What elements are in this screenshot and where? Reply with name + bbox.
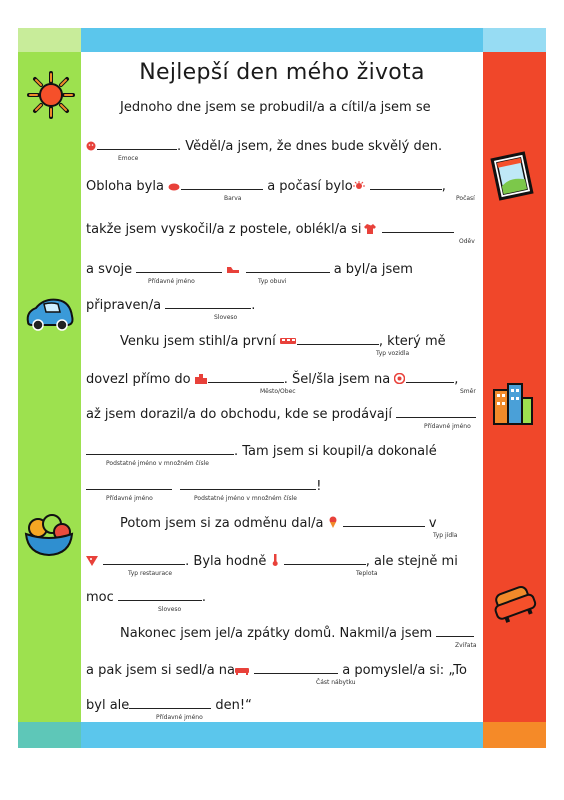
smiley-icon (86, 140, 96, 155)
blank-plural-noun[interactable] (180, 479, 316, 490)
hint-label: Oděv (459, 238, 475, 245)
story-line-11: ! (86, 479, 321, 494)
hint-label: Část nábytku (316, 679, 356, 686)
sofa-icon (490, 582, 538, 628)
story-line-16: a pak jsem si sedl/a na a pomyslel/a si: „To (86, 663, 467, 678)
hint-label: Přídavné jméno (106, 495, 153, 502)
story-line-12: Potom jsem si za odměnu dal/a v (120, 516, 437, 531)
shirt-icon (364, 223, 376, 238)
compass-icon (394, 373, 405, 388)
paint-icon (168, 180, 180, 195)
story-line-2: . Věděl/a jsem, že dnes bude skvělý den. (86, 139, 442, 155)
story-line-9: až jsem dorazil/a do obchodu, kde se prodávají (86, 407, 476, 422)
blank-adjective[interactable] (86, 479, 172, 490)
blank-vehicle[interactable] (297, 334, 379, 345)
window-icon (490, 150, 534, 206)
fruit-bowl-icon (22, 512, 76, 562)
hint-label: Směr (460, 388, 476, 395)
hint-label: Typ restaurace (128, 570, 173, 577)
hint-label: Město/Obec (260, 388, 296, 395)
story-line-14: moc . (86, 590, 207, 605)
story-line-1: Jednoho dne jsem se probudil/a a cítil/a jsem se (120, 100, 431, 115)
ice-cream-icon (328, 516, 338, 532)
story-line-8: dovezl přímo do . Šel/šla jsem na , (86, 372, 459, 387)
blank-emotion[interactable] (97, 139, 177, 150)
blank-food[interactable] (343, 516, 425, 527)
hint-label: Podstatné jméno v množném čísle (194, 495, 297, 502)
frame-bottom-right (483, 722, 546, 748)
story-line-3: Obloha byla a počasí bylo , (86, 179, 446, 194)
pizza-icon (86, 555, 98, 570)
story-line-17: byl ale den!“ (86, 698, 252, 713)
frame-bottom-left (18, 722, 81, 748)
blank-adjective[interactable] (129, 698, 211, 709)
hint-label: Podstatné jméno v množném čísle (106, 460, 209, 467)
blank-adjective[interactable] (136, 262, 222, 273)
blank-color[interactable] (181, 179, 263, 190)
frame-top-right (483, 28, 546, 52)
story-line-5: a svoje a byl/a jsem (86, 262, 413, 277)
hint-label: Přídavné jméno (148, 278, 195, 285)
blank-furniture[interactable] (254, 663, 338, 674)
blank-direction[interactable] (406, 372, 454, 383)
hint-label: Přídavné jméno (424, 423, 471, 430)
story-line-13: . Byla hodně , ale stejně mi (86, 554, 458, 570)
blank-adjective[interactable] (396, 407, 476, 418)
frame-top (81, 28, 483, 52)
story-line-4: takže jsem vyskočil/a z postele, oblékl/a si (86, 222, 454, 238)
hint-label: Sloveso (158, 606, 182, 613)
shoe-icon (226, 263, 240, 278)
hint-label: Přídavné jméno (156, 714, 203, 721)
blank-shoe-type[interactable] (246, 262, 330, 273)
hint-label: Teplota (356, 570, 378, 577)
thermometer-icon (271, 554, 279, 570)
city-icon (195, 373, 207, 388)
hint-label: Počasí (456, 195, 475, 202)
blank-weather[interactable] (370, 179, 442, 190)
bus-icon (280, 335, 296, 350)
blank-restaurant[interactable] (103, 554, 185, 565)
frame-bottom (81, 722, 483, 748)
blank-verb[interactable] (118, 590, 202, 601)
car-icon (22, 294, 78, 338)
weather-icon (353, 180, 365, 195)
hint-label: Typ jídla (433, 532, 458, 539)
hint-label: Sloveso (214, 314, 238, 321)
couch-icon (235, 664, 249, 679)
blank-temperature[interactable] (284, 554, 366, 565)
story-line-15: Nakonec jsem jel/a zpátky domů. Nakmil/a jsem (120, 626, 474, 641)
story-line-7: Venku jsem stihl/a první , který mě (120, 334, 446, 349)
blank-plural-noun[interactable] (86, 444, 234, 455)
hint-label: Barva (224, 195, 242, 202)
page-title: Nejlepší den mého života (139, 60, 425, 85)
blank-city[interactable] (208, 372, 284, 383)
story-line-6: připraven/a . (86, 298, 256, 313)
hint-label: Emoce (118, 155, 139, 162)
story-line-10: . Tam jsem si koupil/a dokonalé (86, 444, 437, 459)
hint-label: Typ vozidla (376, 350, 410, 357)
hint-label: Typ obuvi (258, 278, 287, 285)
frame-top-left (18, 28, 81, 52)
buildings-icon (490, 380, 536, 432)
blank-verb[interactable] (165, 298, 251, 309)
frame-left-column (18, 52, 81, 722)
blank-animals[interactable] (436, 626, 474, 637)
blank-clothing[interactable] (382, 222, 454, 233)
hint-label: Zvířata (455, 642, 477, 649)
sun-icon (26, 70, 76, 124)
